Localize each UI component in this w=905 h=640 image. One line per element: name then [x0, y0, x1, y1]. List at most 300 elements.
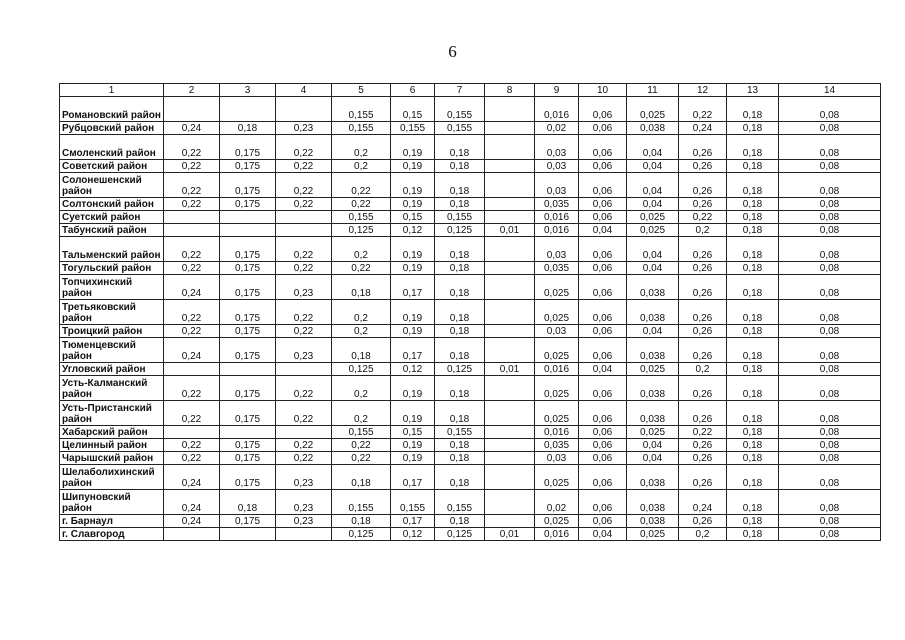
value-cell-col-7: 0,155: [435, 490, 485, 515]
value-cell-col-9: 0,035: [535, 198, 579, 211]
value-cell-col-14: 0,08: [779, 97, 881, 122]
value-cell-col-11: 0,038: [627, 465, 679, 490]
value-cell-col-6: 0,15: [391, 97, 435, 122]
district-name-cell: Чарышский район: [60, 452, 164, 465]
district-name-cell: Тюменцевский район: [60, 338, 164, 363]
value-cell-col-11: 0,04: [627, 439, 679, 452]
value-cell-col-7: 0,18: [435, 237, 485, 262]
value-cell-col-13: 0,18: [727, 528, 779, 541]
value-cell-col-6: 0,15: [391, 426, 435, 439]
value-cell-col-7: 0,125: [435, 528, 485, 541]
value-cell-col-7: 0,125: [435, 224, 485, 237]
value-cell-col-3: 0,175: [220, 401, 276, 426]
value-cell-col-9: 0,025: [535, 275, 579, 300]
value-cell-col-14: 0,08: [779, 376, 881, 401]
value-cell-col-5: 0,155: [332, 490, 391, 515]
table-row: [60, 198, 881, 211]
value-cell-col-2: 0,22: [164, 237, 220, 262]
value-cell-col-4: [276, 97, 332, 122]
district-name-cell: Усть-Калманский район: [60, 376, 164, 401]
value-cell-col-11: 0,038: [627, 515, 679, 528]
value-cell-col-13: 0,18: [727, 439, 779, 452]
value-cell-col-9: 0,025: [535, 515, 579, 528]
value-cell-col-13: 0,18: [727, 198, 779, 211]
value-cell-col-10: 0,06: [579, 237, 627, 262]
value-cell-col-14: 0,08: [779, 490, 881, 515]
value-cell-col-7: 0,155: [435, 97, 485, 122]
district-name-cell: Рубцовский район: [60, 122, 164, 135]
value-cell-col-7: 0,125: [435, 363, 485, 376]
value-cell-col-10: 0,06: [579, 376, 627, 401]
district-name-cell: Солонешенский район: [60, 173, 164, 198]
value-cell-col-3: 0,175: [220, 275, 276, 300]
value-cell-col-2: 0,22: [164, 452, 220, 465]
value-cell-col-4: [276, 363, 332, 376]
column-header-2: 2: [164, 84, 220, 97]
district-name-cell: Солтонский район: [60, 198, 164, 211]
value-cell-col-3: [220, 97, 276, 122]
table-row: [60, 97, 881, 122]
value-cell-col-8: [485, 426, 535, 439]
page-number: 6: [448, 42, 457, 61]
value-cell-col-6: 0,19: [391, 173, 435, 198]
value-cell-col-9: 0,03: [535, 160, 579, 173]
value-cell-col-10: 0,06: [579, 300, 627, 325]
value-cell-col-4: 0,22: [276, 376, 332, 401]
value-cell-col-3: 0,175: [220, 338, 276, 363]
value-cell-col-14: 0,08: [779, 275, 881, 300]
value-cell-col-11: 0,038: [627, 275, 679, 300]
value-cell-col-12: 0,26: [679, 325, 727, 338]
value-cell-col-12: 0,26: [679, 401, 727, 426]
value-cell-col-5: 0,22: [332, 198, 391, 211]
value-cell-col-10: 0,06: [579, 97, 627, 122]
value-cell-col-2: 0,24: [164, 275, 220, 300]
column-header-12: 12: [679, 84, 727, 97]
value-cell-col-14: 0,08: [779, 237, 881, 262]
value-cell-col-2: 0,22: [164, 300, 220, 325]
value-cell-col-11: 0,038: [627, 338, 679, 363]
value-cell-col-6: 0,19: [391, 262, 435, 275]
column-header-10: 10: [579, 84, 627, 97]
value-cell-col-7: 0,18: [435, 300, 485, 325]
value-cell-col-12: 0,26: [679, 275, 727, 300]
value-cell-col-13: 0,18: [727, 401, 779, 426]
value-cell-col-14: 0,08: [779, 300, 881, 325]
district-name-cell: Угловский район: [60, 363, 164, 376]
value-cell-col-5: 0,22: [332, 439, 391, 452]
value-cell-col-13: 0,18: [727, 325, 779, 338]
value-cell-col-6: 0,19: [391, 135, 435, 160]
value-cell-col-12: 0,26: [679, 237, 727, 262]
value-cell-col-10: 0,04: [579, 224, 627, 237]
value-cell-col-4: 0,22: [276, 135, 332, 160]
value-cell-col-2: [164, 97, 220, 122]
table-row: [60, 439, 881, 452]
value-cell-col-5: 0,2: [332, 160, 391, 173]
value-cell-col-13: 0,18: [727, 262, 779, 275]
value-cell-col-9: 0,016: [535, 97, 579, 122]
value-cell-col-5: 0,22: [332, 262, 391, 275]
value-cell-col-9: 0,016: [535, 426, 579, 439]
value-cell-col-2: 0,24: [164, 465, 220, 490]
district-name-cell: Усть-Пристанский район: [60, 401, 164, 426]
value-cell-col-6: 0,17: [391, 275, 435, 300]
value-cell-col-14: 0,08: [779, 401, 881, 426]
value-cell-col-14: 0,08: [779, 338, 881, 363]
value-cell-col-11: 0,04: [627, 160, 679, 173]
value-cell-col-4: [276, 528, 332, 541]
value-cell-col-2: 0,22: [164, 262, 220, 275]
value-cell-col-7: 0,155: [435, 426, 485, 439]
value-cell-col-11: 0,038: [627, 401, 679, 426]
value-cell-col-7: 0,18: [435, 452, 485, 465]
value-cell-col-11: 0,025: [627, 211, 679, 224]
table-row: [60, 122, 881, 135]
value-cell-col-2: 0,22: [164, 439, 220, 452]
value-cell-col-4: 0,23: [276, 122, 332, 135]
value-cell-col-14: 0,08: [779, 363, 881, 376]
value-cell-col-12: 0,26: [679, 452, 727, 465]
district-name-cell: Романовский район: [60, 97, 164, 122]
value-cell-col-7: 0,18: [435, 275, 485, 300]
value-cell-col-8: [485, 439, 535, 452]
value-cell-col-10: 0,06: [579, 262, 627, 275]
district-name-cell: Хабарский район: [60, 426, 164, 439]
value-cell-col-4: [276, 211, 332, 224]
value-cell-col-9: 0,03: [535, 237, 579, 262]
value-cell-col-13: 0,18: [727, 515, 779, 528]
value-cell-col-10: 0,06: [579, 135, 627, 160]
value-cell-col-2: 0,22: [164, 376, 220, 401]
value-cell-col-14: 0,08: [779, 439, 881, 452]
value-cell-col-8: [485, 465, 535, 490]
value-cell-col-13: 0,18: [727, 300, 779, 325]
value-cell-col-6: 0,19: [391, 376, 435, 401]
value-cell-col-3: 0,175: [220, 465, 276, 490]
value-cell-col-14: 0,08: [779, 122, 881, 135]
value-cell-col-11: 0,038: [627, 300, 679, 325]
value-cell-col-3: 0,175: [220, 135, 276, 160]
value-cell-col-3: 0,18: [220, 122, 276, 135]
value-cell-col-5: 0,155: [332, 211, 391, 224]
value-cell-col-11: 0,025: [627, 426, 679, 439]
district-name-cell: Тальменский район: [60, 237, 164, 262]
column-header-11: 11: [627, 84, 679, 97]
district-name-cell: Целинный район: [60, 439, 164, 452]
value-cell-col-14: 0,08: [779, 160, 881, 173]
value-cell-col-4: 0,23: [276, 338, 332, 363]
value-cell-col-4: 0,22: [276, 262, 332, 275]
value-cell-col-5: 0,2: [332, 237, 391, 262]
value-cell-col-5: 0,2: [332, 300, 391, 325]
value-cell-col-14: 0,08: [779, 262, 881, 275]
district-name-cell: Шипуновский район: [60, 490, 164, 515]
value-cell-col-13: 0,18: [727, 376, 779, 401]
value-cell-col-14: 0,08: [779, 515, 881, 528]
table-row: [60, 528, 881, 541]
value-cell-col-2: 0,22: [164, 173, 220, 198]
value-cell-col-13: 0,18: [727, 97, 779, 122]
value-cell-col-3: 0,175: [220, 237, 276, 262]
value-cell-col-6: 0,17: [391, 515, 435, 528]
value-cell-col-10: 0,06: [579, 439, 627, 452]
value-cell-col-2: [164, 528, 220, 541]
district-name-cell: Шелаболихинский район: [60, 465, 164, 490]
value-cell-col-6: 0,19: [391, 452, 435, 465]
value-cell-col-13: 0,18: [727, 426, 779, 439]
value-cell-col-7: 0,18: [435, 439, 485, 452]
value-cell-col-2: [164, 363, 220, 376]
value-cell-col-9: 0,035: [535, 439, 579, 452]
value-cell-col-12: 0,22: [679, 97, 727, 122]
value-cell-col-3: 0,175: [220, 452, 276, 465]
table-row: [60, 160, 881, 173]
value-cell-col-12: 0,2: [679, 224, 727, 237]
column-header-9: 9: [535, 84, 579, 97]
value-cell-col-5: 0,22: [332, 173, 391, 198]
value-cell-col-6: 0,17: [391, 338, 435, 363]
value-cell-col-10: 0,06: [579, 122, 627, 135]
value-cell-col-6: 0,155: [391, 122, 435, 135]
value-cell-col-2: [164, 426, 220, 439]
value-cell-col-12: 0,26: [679, 439, 727, 452]
value-cell-col-7: 0,18: [435, 262, 485, 275]
value-cell-col-4: 0,22: [276, 452, 332, 465]
value-cell-col-4: 0,22: [276, 237, 332, 262]
value-cell-col-12: 0,26: [679, 515, 727, 528]
value-cell-col-8: [485, 452, 535, 465]
value-cell-col-2: 0,22: [164, 135, 220, 160]
value-cell-col-6: 0,12: [391, 363, 435, 376]
header-row: [60, 84, 881, 97]
district-name-cell: г. Славгород: [60, 528, 164, 541]
value-cell-col-6: 0,19: [391, 401, 435, 426]
value-cell-col-5: 0,155: [332, 97, 391, 122]
value-cell-col-13: 0,18: [727, 452, 779, 465]
value-cell-col-3: [220, 528, 276, 541]
value-cell-col-3: 0,18: [220, 490, 276, 515]
value-cell-col-4: 0,22: [276, 325, 332, 338]
value-cell-col-6: 0,17: [391, 465, 435, 490]
value-cell-col-13: 0,18: [727, 237, 779, 262]
table-row: [60, 325, 881, 338]
value-cell-col-12: 0,26: [679, 262, 727, 275]
value-cell-col-10: 0,06: [579, 401, 627, 426]
value-cell-col-10: 0,06: [579, 515, 627, 528]
value-cell-col-12: 0,24: [679, 122, 727, 135]
value-cell-col-8: [485, 401, 535, 426]
value-cell-col-13: 0,18: [727, 122, 779, 135]
value-cell-col-7: 0,18: [435, 515, 485, 528]
column-header-7: 7: [435, 84, 485, 97]
table-row: [60, 173, 881, 198]
value-cell-col-8: [485, 211, 535, 224]
value-cell-col-8: [485, 262, 535, 275]
value-cell-col-7: 0,18: [435, 325, 485, 338]
value-cell-col-2: 0,22: [164, 401, 220, 426]
value-cell-col-6: 0,15: [391, 211, 435, 224]
value-cell-col-12: 0,26: [679, 198, 727, 211]
value-cell-col-2: 0,24: [164, 490, 220, 515]
value-cell-col-11: 0,04: [627, 198, 679, 211]
value-cell-col-10: 0,04: [579, 528, 627, 541]
value-cell-col-7: 0,18: [435, 465, 485, 490]
value-cell-col-14: 0,08: [779, 528, 881, 541]
column-header-1: 1: [60, 84, 164, 97]
value-cell-col-9: 0,025: [535, 376, 579, 401]
value-cell-col-10: 0,06: [579, 275, 627, 300]
value-cell-col-2: 0,22: [164, 160, 220, 173]
value-cell-col-8: [485, 97, 535, 122]
value-cell-col-7: 0,18: [435, 135, 485, 160]
value-cell-col-5: 0,18: [332, 465, 391, 490]
value-cell-col-12: 0,26: [679, 160, 727, 173]
column-header-13: 13: [727, 84, 779, 97]
value-cell-col-14: 0,08: [779, 135, 881, 160]
district-name-cell: Табунский район: [60, 224, 164, 237]
value-cell-col-8: [485, 515, 535, 528]
value-cell-col-14: 0,08: [779, 211, 881, 224]
value-cell-col-12: 0,24: [679, 490, 727, 515]
value-cell-col-9: 0,016: [535, 211, 579, 224]
value-cell-col-11: 0,038: [627, 122, 679, 135]
value-cell-col-2: 0,24: [164, 122, 220, 135]
column-header-3: 3: [220, 84, 276, 97]
value-cell-col-10: 0,06: [579, 211, 627, 224]
value-cell-col-11: 0,04: [627, 173, 679, 198]
value-cell-col-9: 0,025: [535, 338, 579, 363]
value-cell-col-2: 0,22: [164, 325, 220, 338]
value-cell-col-2: [164, 211, 220, 224]
value-cell-col-13: 0,18: [727, 224, 779, 237]
value-cell-col-13: 0,18: [727, 135, 779, 160]
value-cell-col-6: 0,19: [391, 198, 435, 211]
value-cell-col-4: 0,22: [276, 198, 332, 211]
value-cell-col-9: 0,035: [535, 262, 579, 275]
district-name-cell: Третьяковский район: [60, 300, 164, 325]
value-cell-col-10: 0,06: [579, 338, 627, 363]
value-cell-col-4: 0,22: [276, 173, 332, 198]
value-cell-col-4: 0,22: [276, 300, 332, 325]
value-cell-col-3: [220, 426, 276, 439]
value-cell-col-7: 0,18: [435, 198, 485, 211]
value-cell-col-3: 0,175: [220, 376, 276, 401]
value-cell-col-12: 0,26: [679, 300, 727, 325]
value-cell-col-14: 0,08: [779, 198, 881, 211]
value-cell-col-5: 0,22: [332, 452, 391, 465]
value-cell-col-10: 0,06: [579, 426, 627, 439]
value-cell-col-13: 0,18: [727, 465, 779, 490]
value-cell-col-3: [220, 363, 276, 376]
value-cell-col-13: 0,18: [727, 490, 779, 515]
value-cell-col-5: 0,155: [332, 122, 391, 135]
value-cell-col-5: 0,18: [332, 515, 391, 528]
value-cell-col-7: 0,155: [435, 211, 485, 224]
value-cell-col-6: 0,155: [391, 490, 435, 515]
value-cell-col-12: 0,22: [679, 426, 727, 439]
value-cell-col-8: [485, 160, 535, 173]
district-name-cell: Смоленский район: [60, 135, 164, 160]
value-cell-col-14: 0,08: [779, 426, 881, 439]
value-cell-col-4: 0,22: [276, 439, 332, 452]
value-cell-col-10: 0,06: [579, 160, 627, 173]
table-row: [60, 300, 881, 325]
value-cell-col-9: 0,03: [535, 325, 579, 338]
district-name-cell: Топчихинский район: [60, 275, 164, 300]
value-cell-col-11: 0,04: [627, 325, 679, 338]
value-cell-col-12: 0,26: [679, 465, 727, 490]
district-name-cell: Тогульский район: [60, 262, 164, 275]
value-cell-col-8: [485, 275, 535, 300]
value-cell-col-7: 0,18: [435, 173, 485, 198]
table-row: [60, 135, 881, 160]
value-cell-col-13: 0,18: [727, 211, 779, 224]
table-row: [60, 363, 881, 376]
value-cell-col-11: 0,038: [627, 376, 679, 401]
value-cell-col-9: 0,03: [535, 173, 579, 198]
value-cell-col-6: 0,12: [391, 224, 435, 237]
value-cell-col-9: 0,016: [535, 528, 579, 541]
table-row: [60, 338, 881, 363]
value-cell-col-5: 0,125: [332, 224, 391, 237]
value-cell-col-11: 0,04: [627, 237, 679, 262]
table-row: [60, 452, 881, 465]
value-cell-col-8: [485, 173, 535, 198]
value-cell-col-2: [164, 224, 220, 237]
value-cell-col-12: 0,26: [679, 135, 727, 160]
value-cell-col-13: 0,18: [727, 173, 779, 198]
value-cell-col-8: [485, 237, 535, 262]
value-cell-col-4: 0,23: [276, 465, 332, 490]
value-cell-col-8: [485, 338, 535, 363]
value-cell-col-8: [485, 300, 535, 325]
value-cell-col-11: 0,025: [627, 528, 679, 541]
value-cell-col-5: 0,2: [332, 325, 391, 338]
value-cell-col-13: 0,18: [727, 160, 779, 173]
value-cell-col-3: 0,175: [220, 439, 276, 452]
value-cell-col-2: 0,24: [164, 338, 220, 363]
value-cell-col-3: 0,175: [220, 515, 276, 528]
value-cell-col-2: 0,24: [164, 515, 220, 528]
value-cell-col-11: 0,04: [627, 452, 679, 465]
value-cell-col-13: 0,18: [727, 363, 779, 376]
value-cell-col-8: 0,01: [485, 224, 535, 237]
value-cell-col-12: 0,2: [679, 363, 727, 376]
value-cell-col-6: 0,19: [391, 160, 435, 173]
table-row: [60, 490, 881, 515]
value-cell-col-14: 0,08: [779, 325, 881, 338]
value-cell-col-14: 0,08: [779, 452, 881, 465]
value-cell-col-7: 0,18: [435, 160, 485, 173]
value-cell-col-4: 0,23: [276, 490, 332, 515]
column-header-5: 5: [332, 84, 391, 97]
value-cell-col-14: 0,08: [779, 224, 881, 237]
value-cell-col-9: 0,03: [535, 452, 579, 465]
value-cell-col-3: 0,175: [220, 160, 276, 173]
value-cell-col-3: 0,175: [220, 198, 276, 211]
value-cell-col-5: 0,125: [332, 528, 391, 541]
value-cell-col-11: 0,04: [627, 135, 679, 160]
value-cell-col-12: 0,22: [679, 211, 727, 224]
district-name-cell: Советский район: [60, 160, 164, 173]
value-cell-col-5: 0,18: [332, 338, 391, 363]
value-cell-col-11: 0,025: [627, 363, 679, 376]
value-cell-col-11: 0,038: [627, 490, 679, 515]
value-cell-col-9: 0,02: [535, 122, 579, 135]
table-row: [60, 465, 881, 490]
column-header-6: 6: [391, 84, 435, 97]
